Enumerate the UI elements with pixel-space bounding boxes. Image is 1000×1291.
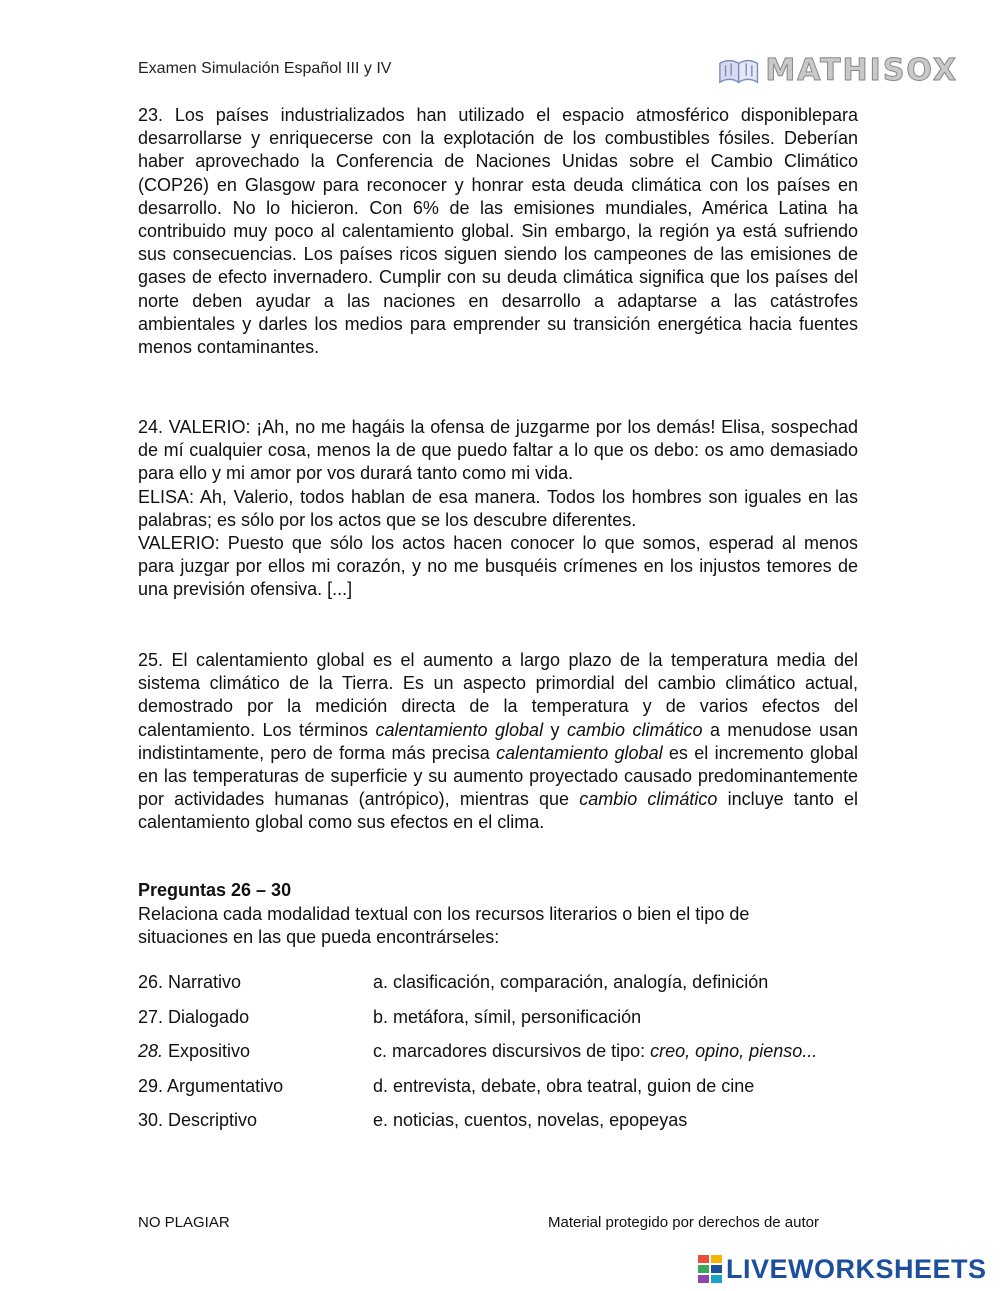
match-item-26: [138, 972, 241, 993]
q25-part2: y: [543, 719, 567, 740]
q25-term-3: calentamiento global: [496, 742, 663, 763]
mathisox-logo: [718, 52, 958, 88]
book-icon: [718, 55, 759, 85]
item-number: 29.: [138, 1075, 164, 1096]
option-b: b. metáfora, símil, personificación: [373, 1006, 642, 1027]
match-item-29: [138, 1076, 283, 1097]
item-number: 30.: [138, 1110, 164, 1130]
section-instructions: Relaciona cada modalidad textual con los recursos literarios o bien el tipo de situaciones en las que pueda encontrárseles:: [138, 904, 750, 948]
section-title: Preguntas 26 – 30: [138, 880, 292, 900]
option-e: e. noticias, cuentos, novelas, epopeyas: [373, 1110, 688, 1130]
match-row-26: [138, 972, 878, 1007]
match-row-29: [138, 1076, 878, 1111]
dialogue-line-valerio-1: 24. VALERIO: ¡Ah, no me hagáis la ofensa de juzgarme por los demás! Elisa, sospechad de mí cualquier cosa, menos la de que puedo faltar a lo que os debo: os amo demasiado para ello y mi amor por vos durará tanto como mi vida.: [138, 417, 858, 484]
dialogue-line-valerio-2: VALERIO: Puesto que sólo los actos hacen conocer lo que somos, esperad al menos para juzgar por ellos mi corazón, y no me busquéis crímenes en los injustos temores de una previsión ofensiva. [...]: [138, 533, 858, 600]
matching-table: [138, 972, 878, 1145]
q25-part1: 25. El calentamiento global es el aumento a largo plazo de la temperatura media del sistema climático de la Tierra. Es un aspecto primordial del cambio climático actual, demostrado por la medición directa de la temperatura y de varios efectos del calentamiento. Los términos: [138, 650, 858, 740]
q25-part3: a menudose usan indistintamente, pero de forma más precisa: [138, 719, 858, 763]
logo-text: MATHISOX: [765, 52, 958, 88]
q25-part4: es el incremento global en las temperaturas de superficie y su aumento proyectado causado predominantemente por actividades humanas (antrópico), mientras que: [138, 742, 859, 810]
item-label: Argumentativo: [163, 1075, 284, 1096]
match-row-28: [138, 1041, 878, 1076]
footer-copyright: Material protegido por derechos de autor: [548, 1214, 819, 1231]
item-label: Narrativo: [163, 972, 242, 992]
option-a: a. clasificación, comparación, analogía, definición: [373, 972, 769, 992]
footer-no-plagiar: NO PLAGIAR: [138, 1214, 230, 1231]
exam-title: Examen Simulación Español III y IV: [138, 60, 392, 77]
dialogue-line-elisa: ELISA: Ah, Valerio, todos hablan de esa manera. Todos los hombres son iguales en las palabras; es sólo por los actos que se los descubre diferentes.: [138, 486, 858, 530]
option-c-text: c. marcadores discursivos de tipo:: [373, 1041, 651, 1061]
item-label: Dialogado: [163, 1006, 250, 1027]
match-item-30: [138, 1110, 257, 1131]
q25-term-4: cambio climático: [579, 789, 718, 810]
item-number: 28.: [138, 1041, 164, 1061]
question-25: [138, 649, 858, 835]
item-number: 26.: [138, 972, 164, 992]
question-23: [138, 104, 858, 359]
q25-part5: incluye tanto el calentamiento global como sus efectos en el clima.: [138, 789, 859, 833]
match-item-27: [138, 1007, 249, 1028]
option-c-examples: creo, opino, pienso...: [650, 1041, 818, 1061]
question-23-text: 23. Los países industrializados han utilizado el espacio atmosférico disponiblepara desarrollarse y enriquecerse con la explotación de los combustibles fósiles. Deberían haber aprovechado la Conferencia de Naciones Unidas sobre el Cambio Climático (COP26) en Glasgow para reconocer y honrar esta deuda climática con los países en desarrollo. No lo hicieron. Con 6% de las emisiones mundiales, América Latina ha contribuido muy poco al calentamiento global. Sin embargo, la región ya está sufriendo sus consecuencias. Los países ricos siguen siendo los campeones de las emisiones de gases de efecto invernadero. Cumplir con su deuda climática significa que los países del norte deben ayudar a las naciones en desarrollo a adaptarse a las catástrofes ambientales y darles los medios para emprender su transición energética hacia fuentes menos contaminantes.: [138, 105, 858, 358]
option-c: [373, 1041, 817, 1062]
option-d: d. entrevista, debate, obra teatral, guion de cine: [373, 1075, 755, 1096]
liveworksheets-brand: [698, 1254, 987, 1284]
item-label: Descriptivo: [163, 1110, 258, 1130]
question-24: [138, 416, 858, 602]
liveworksheets-icon: [698, 1255, 722, 1283]
item-number: 27.: [138, 1006, 164, 1027]
q25-term-2: cambio climático: [567, 719, 703, 740]
item-label: Expositivo: [163, 1041, 251, 1061]
match-row-30: [138, 1110, 878, 1145]
question-25-text: [138, 649, 858, 835]
q25-term-1: calentamiento global: [375, 719, 544, 740]
liveworksheets-text: LIVEWORKSHEETS: [726, 1253, 987, 1284]
match-row-27: [138, 1007, 878, 1042]
match-item-28: [138, 1041, 250, 1062]
